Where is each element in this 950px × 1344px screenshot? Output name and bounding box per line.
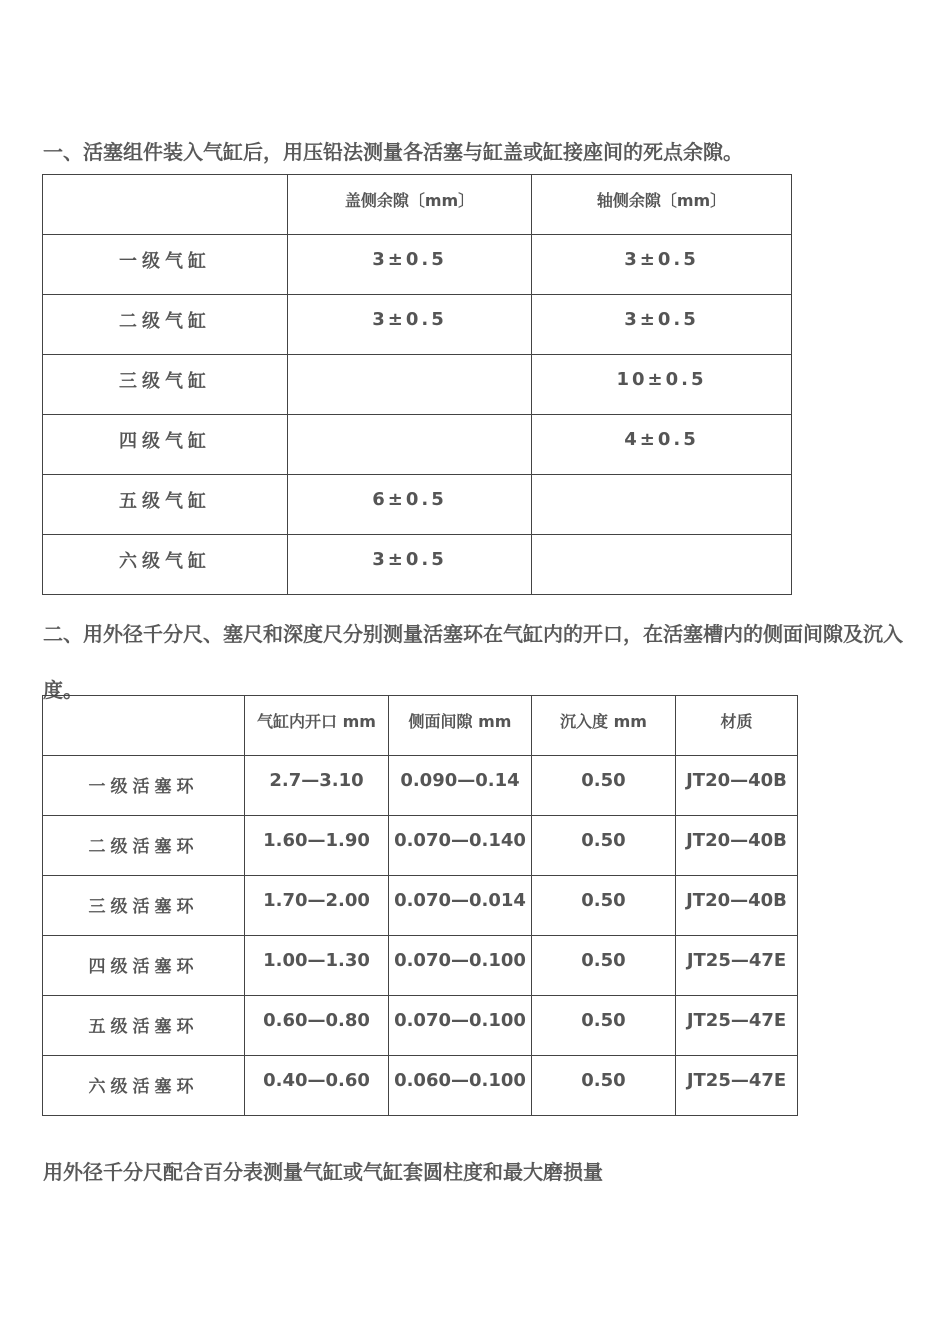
- table-row: [43, 876, 798, 936]
- header-cell: 侧面间隙 mm: [389, 696, 532, 756]
- table-cell: [532, 535, 792, 595]
- row-label: 六级气缸: [43, 535, 288, 595]
- section1-heading: 一、活塞组件装入气缸后，用压铅法测量各活塞与缸盖或缸接座间的死点余隙。: [43, 140, 743, 164]
- table-row: [43, 415, 792, 475]
- row-label: 五级活塞环: [43, 996, 245, 1056]
- table-row: [43, 756, 798, 816]
- table-cell: [532, 475, 792, 535]
- table-row: [43, 235, 792, 295]
- table-cell: [288, 355, 532, 415]
- section2-heading: 二、用外径千分尺、塞尺和深度尺分别测量活塞环在气缸内的开口，在活塞槽内的侧面间隙及沉入度。: [43, 622, 903, 702]
- table-cell: 0.40—0.60: [245, 1056, 389, 1116]
- header-cell: 盖侧余隙〔mm〕: [288, 175, 532, 235]
- piston-ring-table: [42, 695, 798, 1116]
- table-cell: 0.50: [532, 1056, 676, 1116]
- table-cell: 3±0.5: [288, 295, 532, 355]
- table-cell: 0.50: [532, 936, 676, 996]
- row-label: 三级气缸: [43, 355, 288, 415]
- table-cell: 0.50: [532, 996, 676, 1056]
- table-row: [43, 816, 798, 876]
- header-cell: [43, 175, 288, 235]
- table-cell: 0.060—0.100: [389, 1056, 532, 1116]
- row-label: 五级气缸: [43, 475, 288, 535]
- header-cell: 材质: [676, 696, 798, 756]
- section3-heading: 用外径千分尺配合百分表测量气缸或气缸套圆柱度和最大磨损量: [43, 1160, 603, 1184]
- table-cell: [288, 415, 532, 475]
- table-cell: JT25—47E: [676, 1056, 798, 1116]
- table-cell: 0.090—0.14: [389, 756, 532, 816]
- table-cell: 0.070—0.100: [389, 936, 532, 996]
- table-cell: 10±0.5: [532, 355, 792, 415]
- table-cell: JT20—40B: [676, 876, 798, 936]
- table-cell: 2.7—3.10: [245, 756, 389, 816]
- table-cell: JT20—40B: [676, 756, 798, 816]
- table-header-row: [43, 696, 798, 756]
- table-cell: 0.070—0.100: [389, 996, 532, 1056]
- row-label: 二级气缸: [43, 295, 288, 355]
- table-row: [43, 996, 798, 1056]
- table-cell: 0.070—0.140: [389, 816, 532, 876]
- table-cell: 0.50: [532, 876, 676, 936]
- table-cell: JT25—47E: [676, 996, 798, 1056]
- table-row: [43, 355, 792, 415]
- row-label: 六级活塞环: [43, 1056, 245, 1116]
- table-cell: 0.070—0.014: [389, 876, 532, 936]
- row-label: 四级活塞环: [43, 936, 245, 996]
- table-row: [43, 1056, 798, 1116]
- table-cell: 3±0.5: [532, 295, 792, 355]
- cylinder-clearance-table: [42, 174, 792, 595]
- table-cell: JT25—47E: [676, 936, 798, 996]
- header-cell: 轴侧余隙〔mm〕: [532, 175, 792, 235]
- header-cell: [43, 696, 245, 756]
- row-label: 三级活塞环: [43, 876, 245, 936]
- row-label: 四级气缸: [43, 415, 288, 475]
- table-row: [43, 475, 792, 535]
- table-row: [43, 936, 798, 996]
- row-label: 二级活塞环: [43, 816, 245, 876]
- table-cell: 1.70—2.00: [245, 876, 389, 936]
- table-cell: 4±0.5: [532, 415, 792, 475]
- table-cell: 3±0.5: [532, 235, 792, 295]
- row-label: 一级气缸: [43, 235, 288, 295]
- table-cell: 6±0.5: [288, 475, 532, 535]
- table-cell: 0.60—0.80: [245, 996, 389, 1056]
- table-cell: 3±0.5: [288, 235, 532, 295]
- row-label: 一级活塞环: [43, 756, 245, 816]
- table-row: [43, 535, 792, 595]
- table-header-row: [43, 175, 792, 235]
- table-cell: 1.60—1.90: [245, 816, 389, 876]
- table-cell: 3±0.5: [288, 535, 532, 595]
- table-cell: 1.00—1.30: [245, 936, 389, 996]
- table-cell: 0.50: [532, 816, 676, 876]
- header-cell: 气缸内开口 mm: [245, 696, 389, 756]
- table-cell: JT20—40B: [676, 816, 798, 876]
- table-row: [43, 295, 792, 355]
- header-cell: 沉入度 mm: [532, 696, 676, 756]
- table-cell: 0.50: [532, 756, 676, 816]
